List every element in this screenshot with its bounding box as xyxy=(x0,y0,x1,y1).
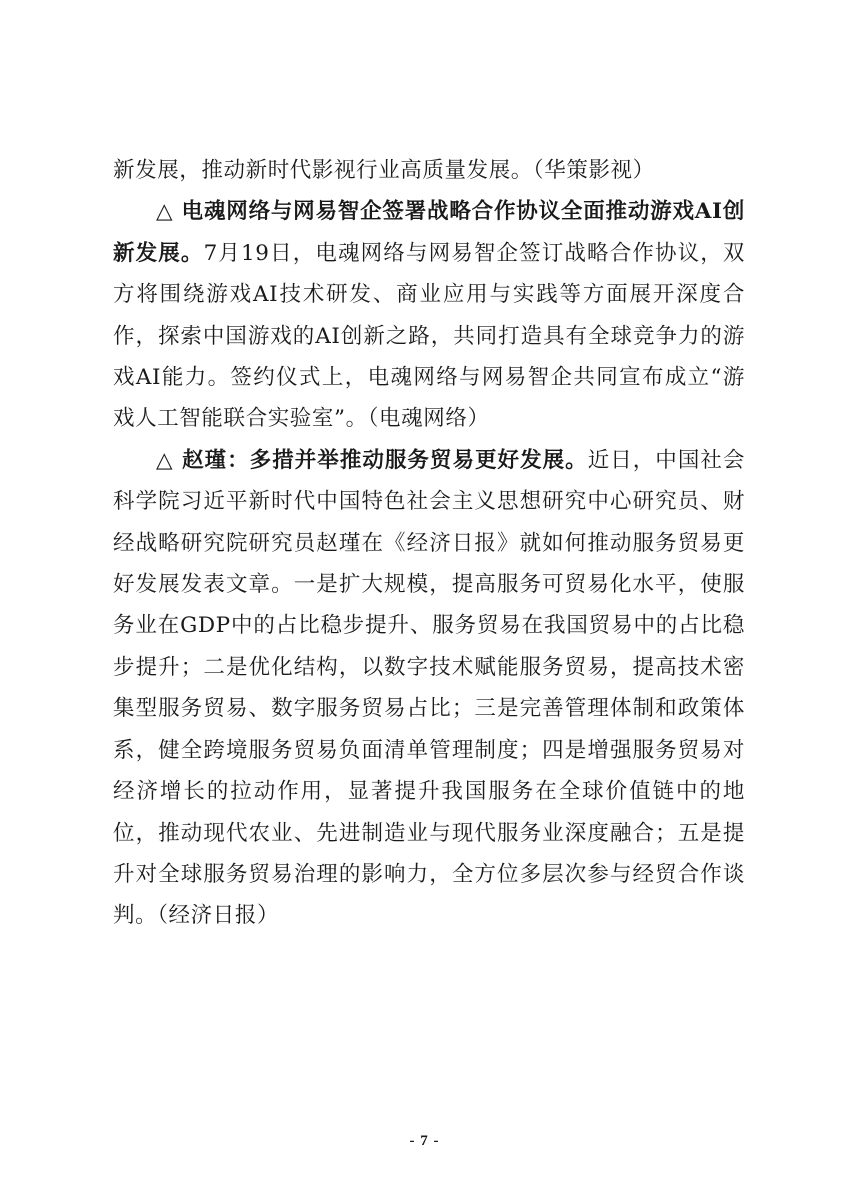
news-headline: △ 赵瑾：多措并举推动服务贸易更好发展。 xyxy=(156,447,588,473)
news-item-dianhun-netease xyxy=(113,191,745,439)
news-item-zhao-jin xyxy=(113,440,745,937)
news-body: 近日，中国社会科学院习近平新时代中国特色社会主义思想研究中心研究员、财经战略研究院研究员赵瑾在《经济日报》就如何推动服务贸易更好发展发表文章。一是扩大规模，提高服务可贸易化水平，使服务业在GDP中的占比稳步提升、服务贸易在我国贸易中的占比稳步提升；二是优化结构，以数字技术赋能服务贸易，提高技术密集型服务贸易、数字服务贸易占比；三是完善管理体制和政策体系，健全跨境服务贸易负面清单管理制度；四是增强服务贸易对经济增长的拉动作用，显著提升我国服务在全球价值链中的地位，推动现代农业、先进制造业与现代服务业深度融合；五是提升对全球服务贸易治理的影响力，全方位多层次参与经贸合作谈判。（经济日报） xyxy=(113,447,745,929)
paragraph-continuation xyxy=(113,150,745,191)
paragraph-body: 新发展，推动新时代影视行业高质量发展。（华策影视） xyxy=(113,158,655,183)
page-number: - 7 - xyxy=(409,1133,440,1149)
body-text xyxy=(113,150,745,937)
news-headline: △ 电魂网络与网易智企签署战略合作协议全面推动游戏AI创新发展。 xyxy=(113,199,745,266)
news-body: 7月19日，电魂网络与网易智企签订战略合作协议，双方将围绕游戏AI技术研发、商业应用与实践等方面展开深度合作，探索中国游戏的AI创新之路，共同打造具有全球竞争力的游戏AI能力。签约仪式上，电魂网络与网易智企共同宣布成立“游戏人工智能联合实验室”。（电魂网络） xyxy=(113,240,745,432)
